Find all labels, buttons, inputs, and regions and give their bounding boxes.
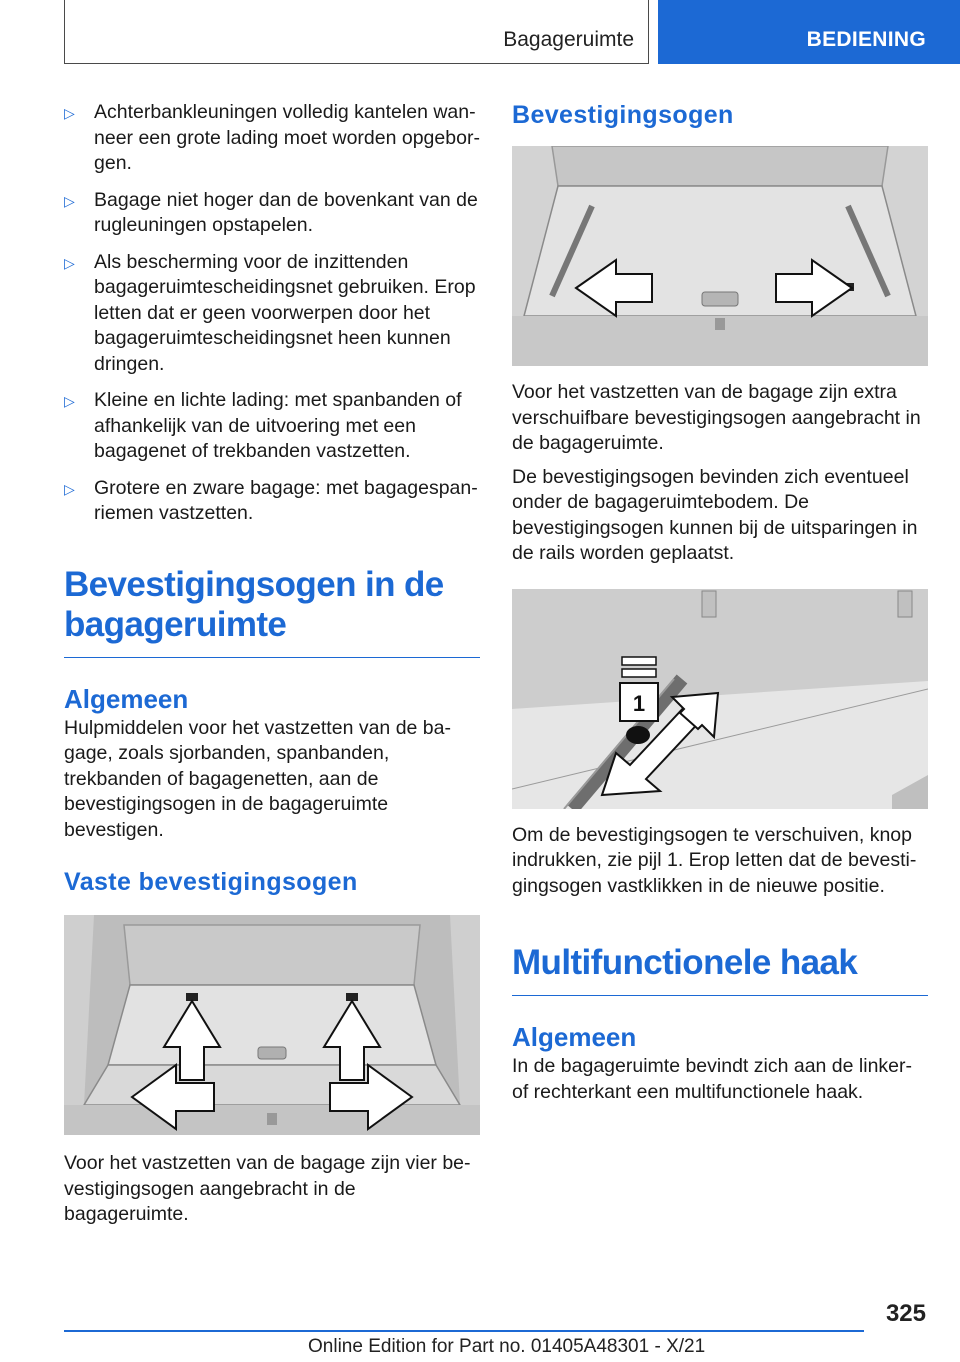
list-item: ▷ Kleine en lichte lading: met spanbanden of afhankelijk van de uitvoering met een bagagenet of trekbanden vastzetten. xyxy=(64,389,462,462)
bullet-triangle-icon: ▷ xyxy=(64,254,75,271)
sliding-eye-rail-figure xyxy=(512,589,928,809)
trunk-fixed-eyes-figure xyxy=(64,915,480,1135)
header-chapter-title: BEDIENING xyxy=(806,28,926,51)
bullet-triangle-icon: ▷ xyxy=(64,480,75,497)
bullet-triangle-icon: ▷ xyxy=(64,192,75,209)
subheading-fixed-eyes: Vaste bevestigingsogen xyxy=(64,868,358,896)
page-number: 325 xyxy=(885,1300,926,1327)
eyes-text-3: Om de bevestigingsogen te verschuiven, knop indrukken, zie pijl 1. Erop letten dat de bevestigingsogen vastklikken in de nieuwe positie. xyxy=(512,823,917,897)
header-chapter-tab xyxy=(658,0,960,64)
list-item: ▷ Achterbankleuningen volledig kantelen wanneer een grote lading moet worden opgeborgen. xyxy=(64,101,480,174)
figure-label-1: 1 xyxy=(632,690,646,716)
header-section-title: Bagageruimte xyxy=(503,28,634,51)
subheading-tie-down-eyes: Bevestigingsogen xyxy=(512,101,734,129)
list-item: ▷ Bagage niet hoger dan de bovenkant van de rugleuningen opstapelen. xyxy=(64,188,478,236)
header-section-box xyxy=(64,0,649,64)
subheading-general-hook: Algemeen xyxy=(512,1022,637,1052)
bullet-triangle-icon: ▷ xyxy=(64,105,75,121)
list-item: ▷ Grotere en zware bagage: met bagagespanriemen vastzetten. xyxy=(64,476,478,524)
section-title-tie-down-eyes: Bevestigingsogen in de bagageruimte xyxy=(64,565,480,658)
list-item: ▷ Als bescherming voor de inzittenden bagageruimtescheidingsnet gebruiken. Erop letten dat er geen voorwerpen door het bagageruimtescheidingsnet heen kunnen dringen. xyxy=(64,250,476,375)
left-column xyxy=(64,100,480,1228)
right-column xyxy=(512,100,928,1105)
footer-divider xyxy=(64,1330,864,1332)
bullet-list xyxy=(64,100,480,527)
eyes-text-1: Voor het vastzetten van de bagage zijn extra verschuifbare bevestigingsogen aangebracht in de bagageruimte. xyxy=(512,381,921,454)
subheading-general: Algemeen xyxy=(64,683,189,714)
fixed-eyes-caption: Voor het vastzetten van de bagage zijn vier bevestigingsogen aangebracht in de bagageruimte. xyxy=(64,1152,471,1225)
eyes-text-2: De bevestigingsogen bevinden zich eventueel onder de bagageruimtebodem. De bevestigingsogen kunnen bij de uitsparingen in de rails worden geplaatst. xyxy=(512,465,918,564)
hook-general-text: In de bagageruimte bevindt zich aan de linker- of rechterkant een multifunctionele haak. xyxy=(512,1055,912,1103)
bullet-triangle-icon: ▷ xyxy=(64,393,75,409)
section-title-multifunction-hook: Multifunctionele haak xyxy=(512,943,928,996)
footer-edition: Online Edition for Part no. 01405A48301 - X/21 xyxy=(308,1336,706,1357)
general-text: Hulpmiddelen voor het vastzetten van de bagage, zoals sjorbanden, spanbanden, trekbanden of bagagenetten, aan de bevestigingsogen in de bagageruimte bevestigen. xyxy=(64,716,451,841)
trunk-sliding-eyes-figure xyxy=(512,146,928,366)
